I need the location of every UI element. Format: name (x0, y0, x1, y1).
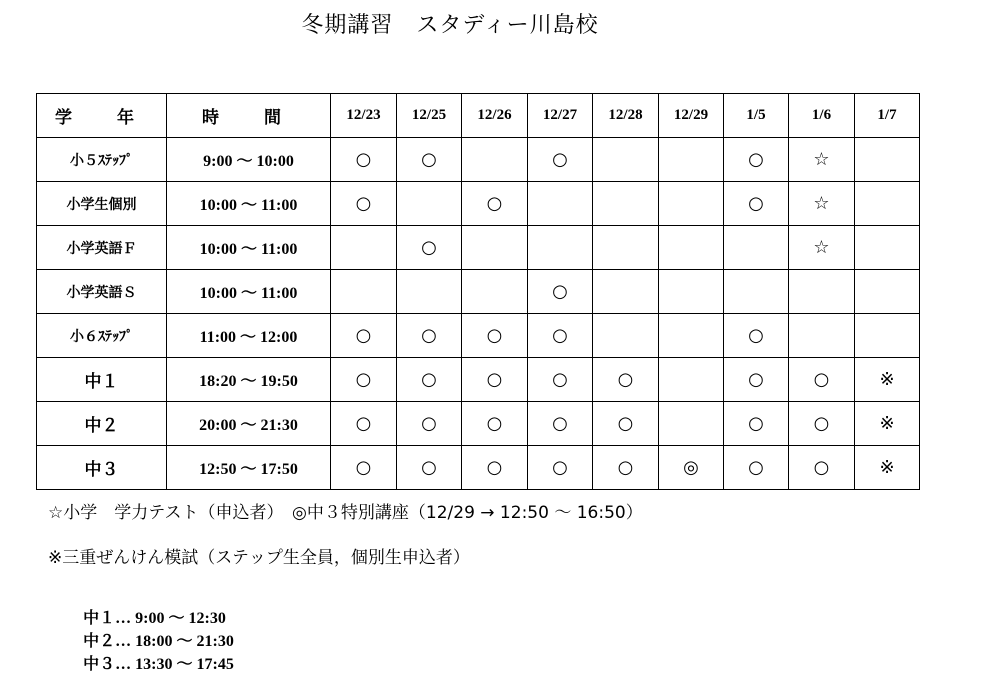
schedule-mark-cell (659, 358, 724, 402)
schedule-mark-cell: ☆ (789, 138, 855, 182)
page-title: 冬期講習 スタディー川島校 (301, 13, 599, 38)
exam-time: … 13:30 〜 17:45 (115, 656, 234, 673)
schedule-mark-cell (659, 138, 724, 182)
table-row (37, 270, 920, 314)
header-date: 1/6 (789, 94, 855, 138)
schedule-mark-cell (593, 270, 659, 314)
time-cell: 10:00 〜 11:00 (167, 182, 331, 226)
exam-times (72, 586, 258, 674)
course-cell: 小学英語Ｆ (37, 226, 167, 270)
schedule-mark-cell (659, 314, 724, 358)
exam-grade: 中２ (83, 631, 116, 650)
schedule-mark-cell (397, 182, 462, 226)
schedule-mark-cell: ※ (855, 402, 920, 446)
header-time: 時 間 (167, 94, 331, 138)
schedule-mark-cell: ※ (855, 358, 920, 402)
schedule-mark-cell (659, 182, 724, 226)
exam-time: … 18:00 〜 21:30 (115, 633, 234, 650)
schedule-mark-cell: ○ (397, 358, 462, 402)
exam-time: … 9:00 〜 12:30 (115, 610, 226, 627)
schedule-mark-cell (855, 270, 920, 314)
schedule-mark-cell (659, 402, 724, 446)
table-row (37, 226, 920, 270)
time-cell: 18:20 〜 19:50 (167, 358, 331, 402)
header-date: 12/23 (331, 94, 397, 138)
exam-time-item (83, 631, 234, 650)
schedule-mark-cell (855, 182, 920, 226)
table-row (37, 138, 920, 182)
table-row (37, 402, 920, 446)
header-date: 1/7 (855, 94, 920, 138)
course-cell: 小学生個別 (37, 182, 167, 226)
schedule-mark-cell (855, 226, 920, 270)
header-course: 学 年 (37, 94, 167, 138)
schedule-mark-cell: ○ (724, 314, 789, 358)
schedule-mark-cell: ○ (593, 446, 659, 490)
course-cell: 小学英語Ｓ (37, 270, 167, 314)
schedule-mark-cell: ○ (331, 182, 397, 226)
schedule-mark-cell (331, 270, 397, 314)
exam-grade: 中３ (83, 654, 116, 673)
schedule-mark-cell: ○ (397, 138, 462, 182)
schedule-mark-cell (462, 226, 528, 270)
schedule-mark-cell: ○ (462, 182, 528, 226)
schedule-mark-cell (659, 270, 724, 314)
schedule-mark-cell (593, 138, 659, 182)
time-cell: 20:00 〜 21:30 (167, 402, 331, 446)
schedule-mark-cell: ○ (528, 358, 593, 402)
schedule-mark-cell: ○ (528, 138, 593, 182)
table-row (37, 182, 920, 226)
schedule-mark-cell: ☆ (789, 182, 855, 226)
schedule-mark-cell (789, 314, 855, 358)
legend-note: ☆小学 学力テスト（申込者） ◎中３特別講座（12/29 → 12:50 〜 16:50） (48, 503, 643, 523)
header-date: 12/25 (397, 94, 462, 138)
schedule-mark-cell: ○ (528, 270, 593, 314)
schedule-mark-cell (462, 138, 528, 182)
exam-time-item (83, 608, 226, 627)
time-cell: 10:00 〜 11:00 (167, 270, 331, 314)
schedule-mark-cell: ○ (528, 402, 593, 446)
schedule-mark-cell (462, 270, 528, 314)
schedule-mark-cell (789, 270, 855, 314)
schedule-mark-cell: ○ (462, 314, 528, 358)
schedule-mark-cell: ○ (397, 314, 462, 358)
header-row (37, 94, 920, 138)
schedule-mark-cell: ☆ (789, 226, 855, 270)
header-date: 12/26 (462, 94, 528, 138)
schedule-mark-cell: ○ (462, 402, 528, 446)
schedule-mark-cell: ○ (331, 402, 397, 446)
table-row (37, 314, 920, 358)
schedule-mark-cell: ○ (789, 358, 855, 402)
schedule-mark-cell (397, 270, 462, 314)
header-date: 12/27 (528, 94, 593, 138)
table-row (37, 446, 920, 490)
course-cell: 中２ (37, 402, 167, 446)
exam-grade: 中１ (83, 608, 116, 627)
schedule-mark-cell (528, 182, 593, 226)
schedule-mark-cell (593, 182, 659, 226)
schedule-mark-cell: ○ (528, 446, 593, 490)
table-row (37, 358, 920, 402)
time-cell: 11:00 〜 12:00 (167, 314, 331, 358)
schedule-mark-cell (528, 226, 593, 270)
schedule-mark-cell (855, 138, 920, 182)
schedule-mark-cell: ○ (593, 358, 659, 402)
header-date: 12/29 (659, 94, 724, 138)
exam-time-item (83, 654, 234, 673)
schedule-mark-cell: ○ (331, 358, 397, 402)
mock-exam-note: ※三重ぜんけん模試（ステップ生全員，個別生申込者） (48, 548, 470, 568)
schedule-table (36, 93, 920, 490)
schedule-mark-cell: ○ (331, 446, 397, 490)
schedule-mark-cell: ○ (397, 226, 462, 270)
schedule-mark-cell: ○ (397, 446, 462, 490)
schedule-mark-cell: ◎ (659, 446, 724, 490)
course-cell: 中３ (37, 446, 167, 490)
schedule-mark-cell: ○ (397, 402, 462, 446)
schedule-mark-cell: ○ (724, 446, 789, 490)
schedule-mark-cell: ○ (528, 314, 593, 358)
schedule-mark-cell: ○ (331, 138, 397, 182)
schedule-mark-cell (331, 226, 397, 270)
time-cell: 9:00 〜 10:00 (167, 138, 331, 182)
schedule-mark-cell: ○ (724, 358, 789, 402)
schedule-mark-cell: ○ (462, 446, 528, 490)
schedule-mark-cell: ○ (462, 358, 528, 402)
schedule-mark-cell: ○ (724, 402, 789, 446)
time-cell: 12:50 〜 17:50 (167, 446, 331, 490)
course-cell: 小６ｽﾃｯﾌﾟ (37, 314, 167, 358)
schedule-mark-cell: ○ (724, 182, 789, 226)
header-date: 12/28 (593, 94, 659, 138)
schedule-mark-cell: ○ (724, 138, 789, 182)
schedule-mark-cell (593, 226, 659, 270)
schedule-mark-cell: ○ (331, 314, 397, 358)
schedule-mark-cell: ○ (593, 402, 659, 446)
schedule-mark-cell: ○ (789, 446, 855, 490)
course-cell: 中１ (37, 358, 167, 402)
schedule-mark-cell (724, 226, 789, 270)
header-date: 1/5 (724, 94, 789, 138)
schedule-mark-cell: ※ (855, 446, 920, 490)
schedule-mark-cell (593, 314, 659, 358)
schedule-mark-cell (659, 226, 724, 270)
schedule-mark-cell (855, 314, 920, 358)
schedule-mark-cell (724, 270, 789, 314)
time-cell: 10:00 〜 11:00 (167, 226, 331, 270)
schedule-mark-cell: ○ (789, 402, 855, 446)
course-cell: 小５ｽﾃｯﾌﾟ (37, 138, 167, 182)
